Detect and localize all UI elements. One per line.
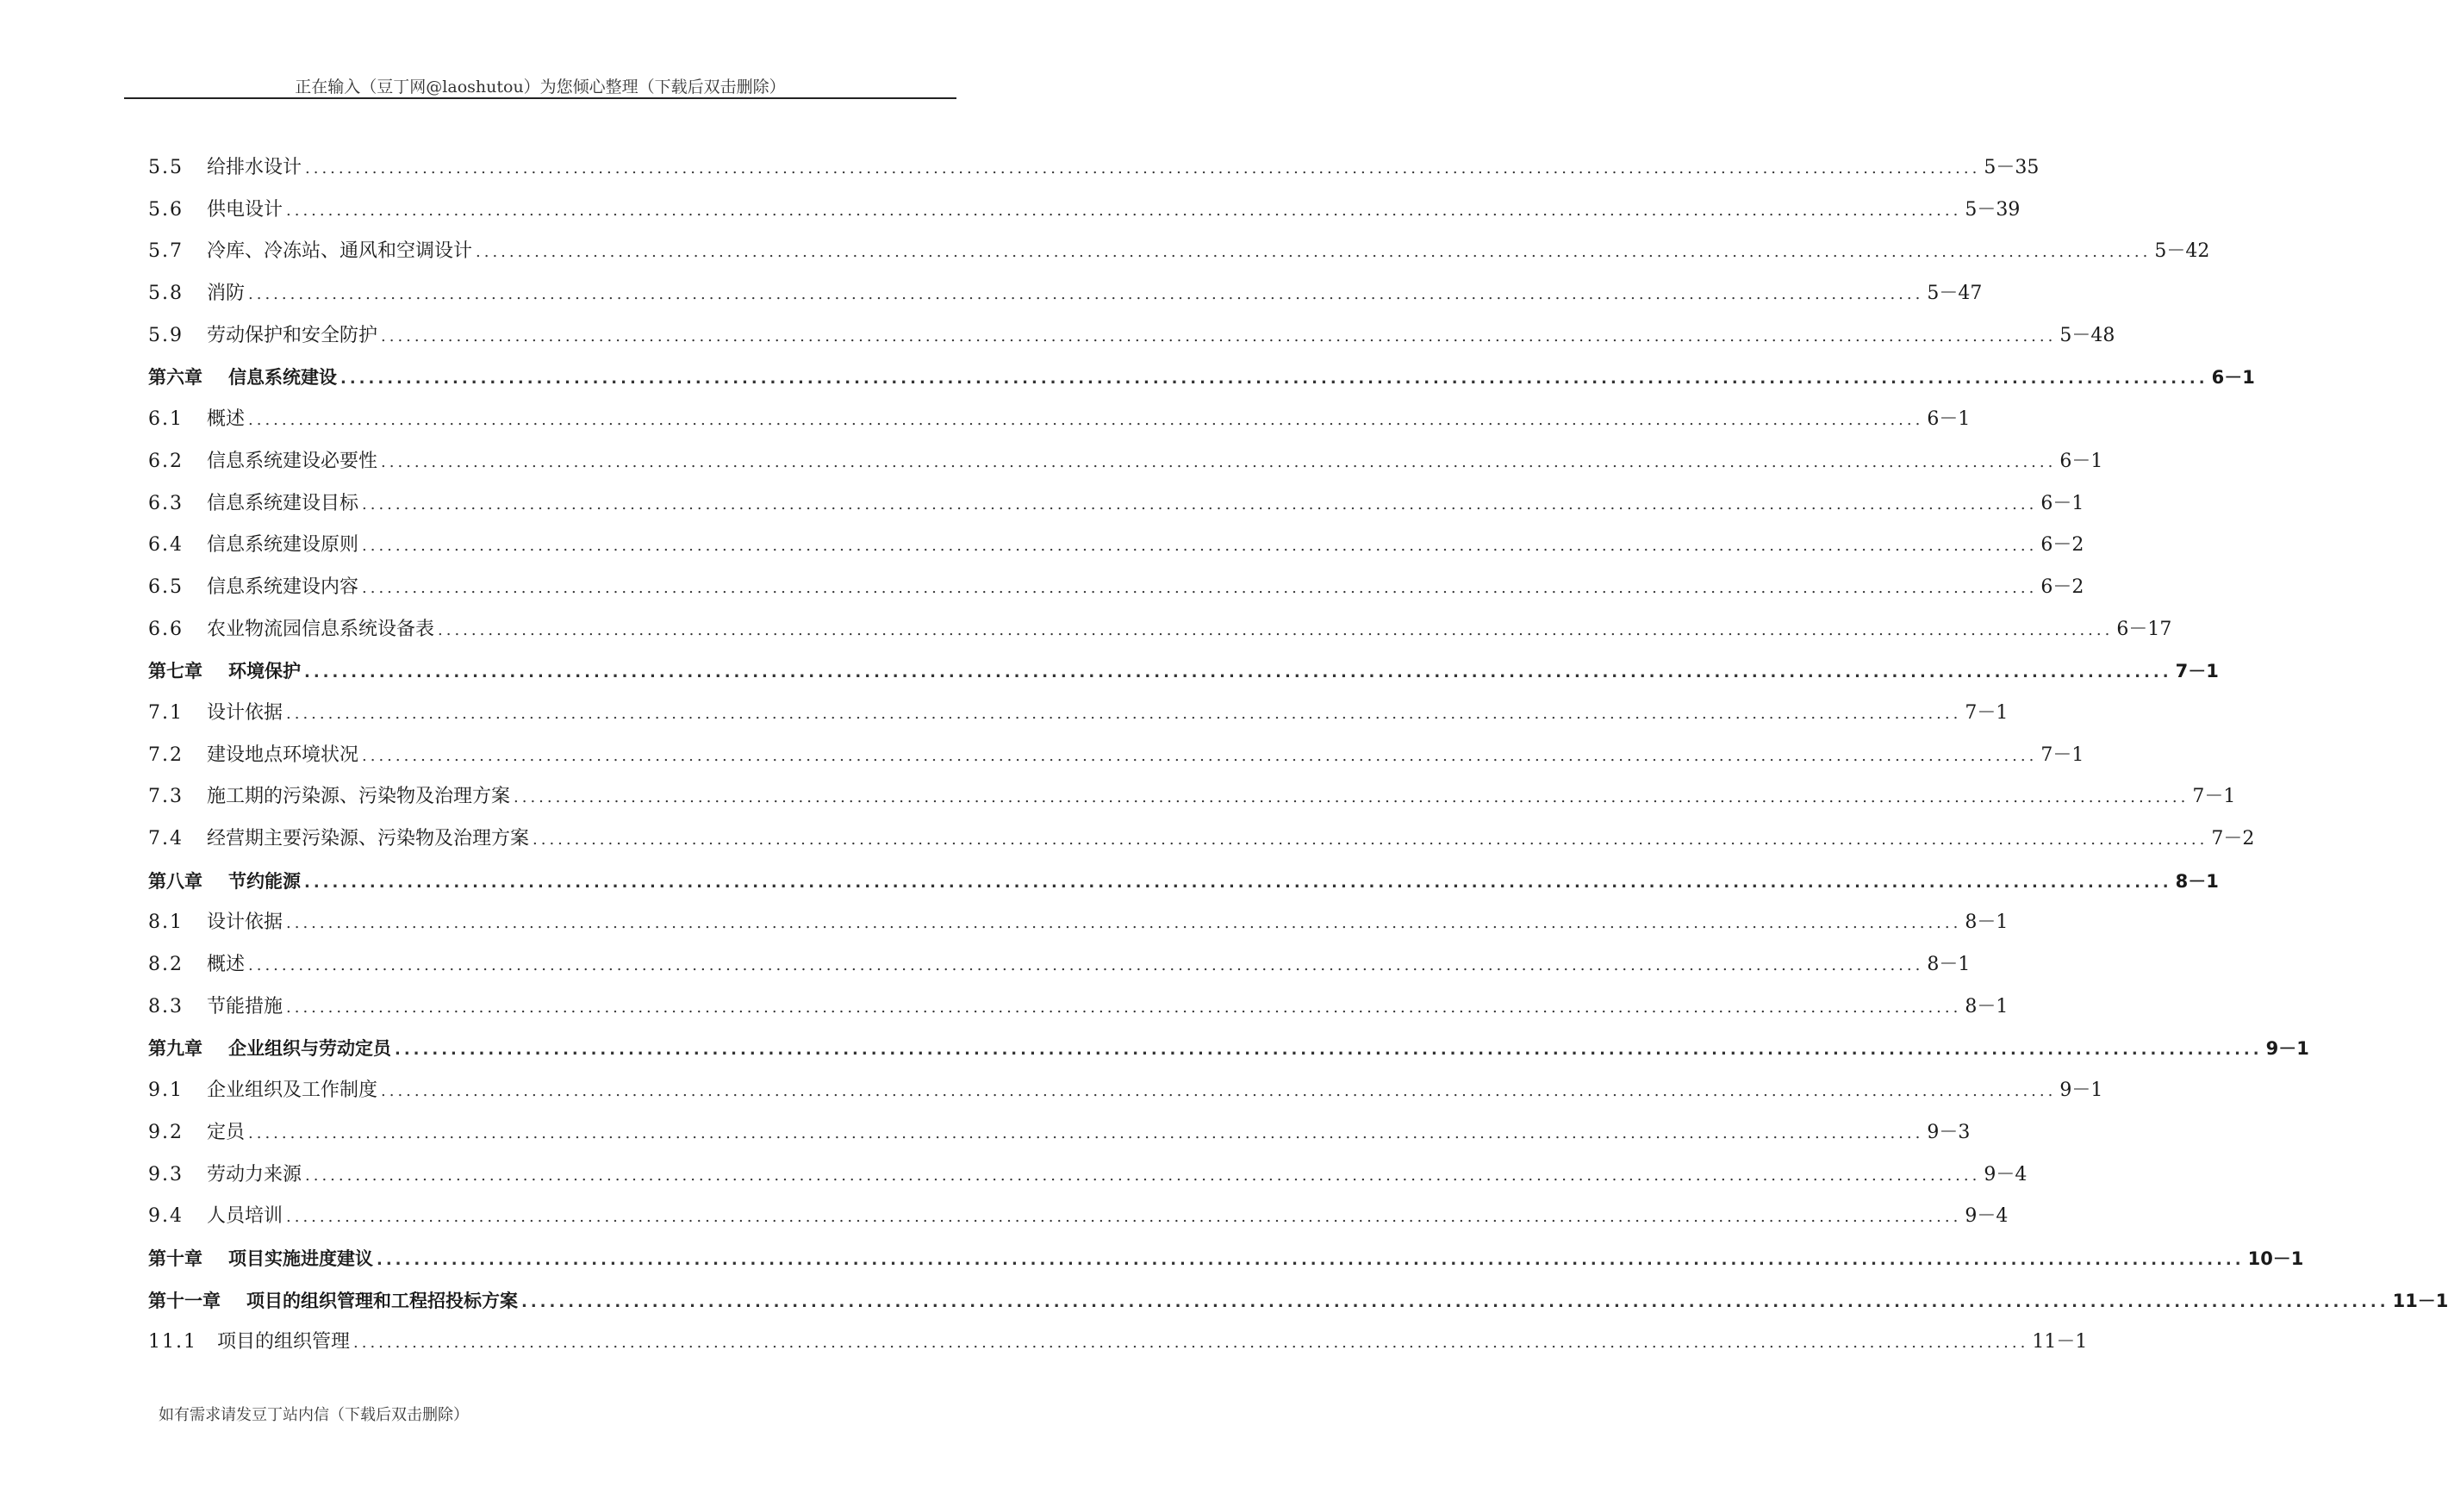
toc-dot-leader: ........................................................................................................................................................................................................: [286, 914, 1962, 933]
toc-dot-leader: ........................................................................................................................................................................................................: [286, 998, 1962, 1017]
toc-entry-page: 5－42: [2154, 240, 2210, 263]
toc-entry-page: 8－1: [1965, 912, 2009, 934]
toc-entry-page: 9－3: [1927, 1121, 1971, 1143]
toc-dot-leader: ........................................................................................................................................................................................................: [286, 201, 1962, 220]
toc-entry-page: 9－1: [2059, 1080, 2103, 1102]
toc-dot-leader: ........................................................................................................................................................................................................: [248, 411, 1924, 430]
toc-dot-leader: ........................................................................................................................................................................................................: [377, 1250, 2245, 1269]
toc-section-entry[interactable]: [148, 1112, 1971, 1154]
toc-section-entry[interactable]: [148, 315, 2115, 358]
toc-entry-number: 8.1: [148, 912, 184, 934]
toc-entry-title: 冷库、冷冻站、通风和空调设计: [207, 240, 473, 263]
toc-entry-page: 8－1: [2175, 870, 2219, 892]
toc-section-entry[interactable]: [148, 567, 2084, 609]
toc-entry-number: 第九章: [148, 1038, 202, 1060]
toc-entry-title: 定员: [207, 1121, 246, 1143]
toc-entry-page: 10－1: [2247, 1248, 2304, 1269]
toc-entry-title: 企业组织及工作制度: [207, 1080, 378, 1102]
toc-entry-page: 9－4: [1965, 1205, 2009, 1228]
toc-entry-title: 企业组织与劳动定员: [228, 1038, 391, 1060]
toc-entry-title: 给排水设计: [207, 157, 302, 178]
toc-entry-title: 节约能源: [228, 870, 301, 892]
toc-section-entry[interactable]: [148, 1322, 2088, 1364]
toc-entry-number: 11.1: [148, 1331, 197, 1353]
toc-section-entry[interactable]: [148, 1196, 2009, 1238]
toc-entry-number: 7.2: [148, 744, 184, 766]
toc-entry-title: 信息系统建设内容: [207, 576, 359, 598]
toc-section-entry[interactable]: [148, 609, 2172, 651]
toc-dot-leader: ........................................................................................................................................................................................................: [362, 537, 2038, 556]
toc-entry-title: 设计依据: [207, 912, 283, 934]
toc-entry-page: 6－1: [1927, 408, 1971, 431]
toc-entry-number: 第十章: [148, 1248, 202, 1269]
toc-chapter-entry[interactable]: [148, 861, 2219, 903]
toc-section-entry[interactable]: [148, 818, 2255, 861]
toc-entry-page: 5－39: [1965, 198, 2021, 221]
toc-entry-title: 供电设计: [207, 198, 283, 221]
toc-entry-number: 6.5: [148, 576, 184, 598]
toc-entry-number: 9.2: [148, 1121, 184, 1143]
page-footer: 如有需求请发豆丁站内信（下载后双击删除）: [159, 1406, 469, 1424]
toc-entry-title: 项目实施进度建议: [228, 1248, 373, 1269]
toc-entry-title: 概述: [207, 954, 246, 976]
toc-entry-title: 环境保护: [228, 661, 301, 682]
toc-entry-title: 信息系统建设: [228, 367, 337, 389]
toc-entry-page: 6－1: [2040, 492, 2084, 514]
toc-section-entry[interactable]: [148, 525, 2084, 567]
toc-entry-number: 9.3: [148, 1163, 184, 1185]
toc-entry-page: 8－1: [1965, 995, 2009, 1017]
toc-entry-title: 施工期的污染源、污染物及治理方案: [207, 786, 511, 808]
toc-entry-page: 11－1: [2032, 1331, 2088, 1353]
toc-dot-leader: ........................................................................................................................................................................................................: [381, 452, 2057, 471]
toc-entry-title: 项目的组织管理: [217, 1331, 351, 1353]
toc-entry-page: 5－47: [1927, 283, 1983, 305]
toc-entry-page: 7－2: [2211, 828, 2255, 849]
toc-entry-number: 第七章: [148, 661, 202, 682]
toc-entry-page: 8－1: [1927, 954, 1971, 976]
toc-entry-page: 7－1: [2192, 786, 2236, 808]
toc-entry-title: 信息系统建设原则: [207, 534, 359, 557]
toc-entry-number: 5.6: [148, 198, 184, 221]
toc-entry-title: 项目的组织管理和工程招投标方案: [246, 1290, 518, 1311]
toc-section-entry[interactable]: [148, 399, 1971, 441]
toc-entry-number: 9.4: [148, 1205, 184, 1228]
toc-entry-number: 第六章: [148, 367, 202, 389]
page-header: 正在输入（豆丁网@laoshutou）为您倾心整理（下载后双击删除）: [295, 78, 786, 96]
toc-section-entry[interactable]: [148, 441, 2103, 483]
toc-entry-number: 7.3: [148, 786, 184, 808]
toc-dot-leader: ........................................................................................................................................................................................................: [305, 1166, 1981, 1185]
toc-entry-number: 8.2: [148, 954, 184, 976]
toc-entry-page: 6－2: [2040, 534, 2084, 557]
toc-entry-title: 概述: [207, 408, 246, 431]
toc-entry-number: 5.7: [148, 240, 184, 263]
toc-dot-leader: ........................................................................................................................................................................................................: [381, 327, 2057, 345]
toc-dot-leader: ........................................................................................................................................................................................................: [521, 1292, 2389, 1311]
toc-entry-page: 5－35: [1984, 157, 2040, 178]
table-of-contents: [148, 147, 2448, 1364]
toc-entry-page: 6－1: [2059, 450, 2103, 472]
toc-entry-title: 人员培训: [207, 1205, 283, 1228]
toc-entry-number: 5.8: [148, 283, 184, 305]
toc-entry-page: 5－48: [2059, 324, 2115, 346]
toc-entry-page: 9－1: [2265, 1038, 2309, 1060]
toc-section-entry[interactable]: [148, 693, 2009, 735]
toc-dot-leader: ........................................................................................................................................................................................................: [362, 578, 2038, 597]
toc-entry-number: 7.4: [148, 828, 184, 849]
toc-entry-title: 节能措施: [207, 995, 283, 1017]
toc-entry-number: 第十一章: [148, 1290, 221, 1311]
toc-dot-leader: ........................................................................................................................................................................................................: [248, 956, 1924, 975]
toc-section-entry[interactable]: [148, 902, 2009, 944]
toc-entry-title: 经营期主要污染源、污染物及治理方案: [207, 828, 530, 849]
toc-section-entry[interactable]: [148, 735, 2084, 777]
toc-entry-page: 9－4: [1984, 1163, 2028, 1185]
toc-section-entry[interactable]: [148, 190, 2021, 232]
toc-entry-page: 7－1: [2040, 744, 2084, 766]
toc-entry-number: 6.1: [148, 408, 184, 431]
toc-entry-number: 6.4: [148, 534, 184, 557]
toc-section-entry[interactable]: [148, 147, 2040, 190]
toc-dot-leader: ........................................................................................................................................................................................................: [248, 285, 1924, 304]
toc-dot-leader: ........................................................................................................................................................................................................: [305, 159, 1981, 177]
toc-entry-number: 6.6: [148, 618, 184, 640]
toc-section-entry[interactable]: [148, 944, 1971, 986]
toc-entry-number: 9.1: [148, 1080, 184, 1102]
toc-section-entry[interactable]: [148, 231, 2210, 273]
toc-dot-leader: ........................................................................................................................................................................................................: [514, 788, 2189, 807]
toc-dot-leader: ........................................................................................................................................................................................................: [304, 873, 2172, 892]
toc-dot-leader: ........................................................................................................................................................................................................: [353, 1334, 2029, 1353]
toc-dot-leader: ........................................................................................................................................................................................................: [304, 663, 2172, 682]
toc-entry-title: 劳动力来源: [207, 1163, 302, 1185]
toc-entry-number: 第八章: [148, 870, 202, 892]
toc-entry-page: 11－1: [2392, 1290, 2448, 1311]
toc-dot-leader: ........................................................................................................................................................................................................: [286, 1208, 1962, 1227]
toc-entry-page: 6－17: [2116, 618, 2172, 640]
toc-entry-title: 设计依据: [207, 701, 283, 724]
toc-dot-leader: ........................................................................................................................................................................................................: [340, 370, 2208, 389]
toc-dot-leader: ........................................................................................................................................................................................................: [395, 1041, 2263, 1060]
toc-entry-number: 7.1: [148, 701, 184, 724]
toc-dot-leader: ........................................................................................................................................................................................................: [476, 243, 2152, 262]
toc-entry-page: 7－1: [2175, 661, 2219, 682]
toc-dot-leader: ........................................................................................................................................................................................................: [362, 746, 2038, 765]
toc-section-entry[interactable]: [148, 986, 2009, 1029]
toc-chapter-entry[interactable]: [148, 1028, 2309, 1070]
toc-dot-leader: ........................................................................................................................................................................................................: [438, 620, 2114, 639]
header-rule: [124, 97, 956, 99]
toc-dot-leader: ........................................................................................................................................................................................................: [381, 1082, 2057, 1101]
toc-entry-page: 7－1: [1965, 701, 2009, 724]
toc-entry-number: 5.9: [148, 324, 184, 346]
toc-entry-title: 消防: [207, 283, 246, 305]
toc-section-entry[interactable]: [148, 1070, 2103, 1112]
toc-chapter-entry[interactable]: [148, 357, 2255, 399]
toc-entry-title: 建设地点环境状况: [207, 744, 359, 766]
toc-dot-leader: ........................................................................................................................................................................................................: [248, 1123, 1924, 1142]
toc-dot-leader: ........................................................................................................................................................................................................: [533, 831, 2208, 849]
toc-section-entry[interactable]: [148, 776, 2236, 818]
toc-entry-number: 8.3: [148, 995, 184, 1017]
toc-section-entry[interactable]: [148, 273, 1983, 315]
toc-dot-leader: ........................................................................................................................................................................................................: [286, 704, 1962, 723]
toc-entry-title: 信息系统建设目标: [207, 492, 359, 514]
toc-section-entry[interactable]: [148, 483, 2084, 526]
toc-entry-number: 6.2: [148, 450, 184, 472]
toc-entry-title: 信息系统建设必要性: [207, 450, 378, 472]
toc-entry-title: 农业物流园信息系统设备表: [207, 618, 435, 640]
toc-entry-number: 5.5: [148, 157, 184, 178]
toc-chapter-entry[interactable]: [148, 650, 2219, 693]
toc-section-entry[interactable]: [148, 1154, 2028, 1197]
toc-chapter-entry[interactable]: [148, 1280, 2448, 1322]
toc-entry-page: 6－2: [2040, 576, 2084, 598]
toc-entry-number: 6.3: [148, 492, 184, 514]
toc-dot-leader: ........................................................................................................................................................................................................: [362, 495, 2038, 513]
toc-chapter-entry[interactable]: [148, 1238, 2304, 1280]
toc-entry-title: 劳动保护和安全防护: [207, 324, 378, 346]
toc-entry-page: 6－1: [2211, 367, 2255, 389]
